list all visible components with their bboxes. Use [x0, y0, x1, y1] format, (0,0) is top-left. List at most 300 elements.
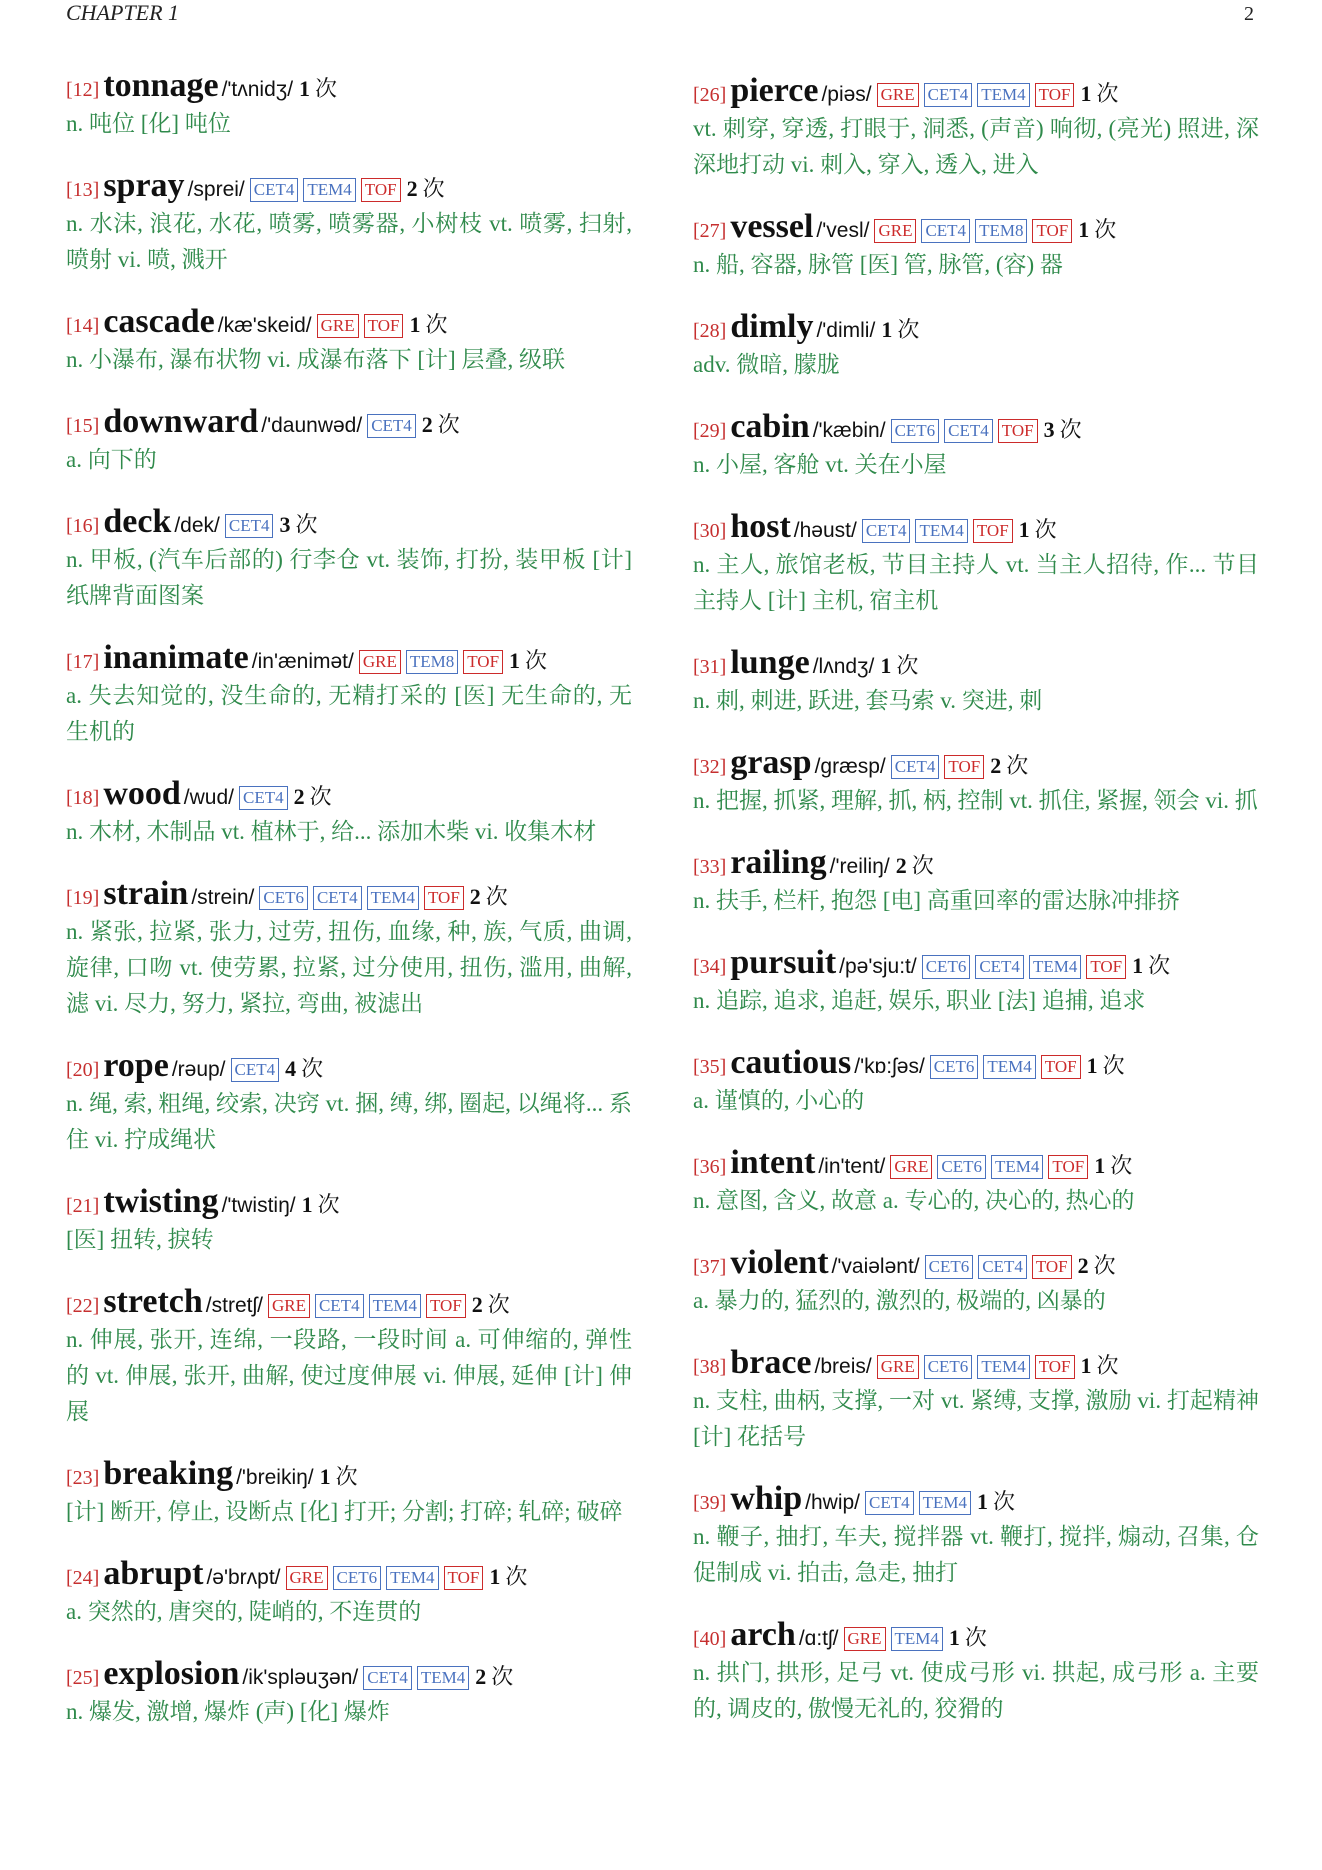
phonetic: /græsp/ — [814, 755, 886, 778]
headword: arch — [730, 1616, 796, 1653]
entry-number: [30] — [693, 520, 727, 542]
entry-number: [19] — [66, 887, 100, 909]
count-unit: 次 — [317, 1192, 340, 1217]
occurrence-count: 2 — [990, 753, 1002, 778]
tag-badge-cet4: CET4 — [944, 419, 993, 443]
vocab-entry — [693, 943, 1259, 1019]
phonetic: /pə'sju:t/ — [839, 955, 917, 978]
occurrence-count: 1 — [977, 1489, 989, 1514]
headword: grasp — [730, 744, 812, 781]
entry-headline — [66, 1182, 632, 1222]
entry-headline — [693, 1243, 1259, 1283]
entry-number: [31] — [693, 656, 727, 678]
tag-badge-tof: TOF — [1041, 1055, 1081, 1079]
vocab-entry — [66, 774, 632, 850]
count-unit: 次 — [1110, 1153, 1133, 1178]
definition: n. 支柱, 曲柄, 支撑, 一对 vt. 紧缚, 支撑, 激励 vi. 打起精神 [计] 花括号 — [693, 1388, 1259, 1449]
headword: strain — [103, 875, 189, 912]
definition: n. 主人, 旅馆老板, 节目主持人 vt. 当主人招待, 作... 节目主持人 [计] 主机, 宿主机 — [693, 552, 1259, 613]
entry-number: [14] — [66, 315, 100, 337]
entry-headline — [693, 407, 1259, 447]
tag-badge-cet6: CET6 — [333, 1566, 382, 1590]
entry-number: [18] — [66, 787, 100, 809]
occurrence-count: 1 — [1018, 517, 1030, 542]
phonetic: /lʌndʒ/ — [812, 655, 875, 678]
entry-headline — [66, 874, 632, 914]
entry-headline — [693, 643, 1259, 683]
phonetic: /sprei/ — [187, 178, 245, 201]
tag-badge-gre: GRE — [877, 1355, 919, 1379]
entry-headline — [66, 1282, 632, 1322]
entry-headline — [66, 1046, 632, 1086]
headword: downward — [103, 403, 259, 440]
occurrence-count: 1 — [301, 1192, 313, 1217]
definition: n. 船, 容器, 脉管 [医] 管, 脉管, (容) 器 — [693, 252, 1063, 277]
entry-number: [35] — [693, 1056, 727, 1078]
tag-badge-tem4: TEM4 — [1029, 955, 1081, 979]
headword: spray — [103, 167, 185, 204]
vocab-entry — [66, 402, 632, 478]
vocab-entry — [66, 638, 632, 750]
entry-number: [26] — [693, 84, 727, 106]
definition: n. 爆发, 激增, 爆炸 (声) [化] 爆炸 — [66, 1699, 390, 1724]
vocab-entry — [693, 1243, 1259, 1319]
tag-badge-tof: TOF — [463, 650, 503, 674]
entry-number: [16] — [66, 515, 100, 537]
count-unit: 次 — [437, 412, 460, 437]
vocab-entry — [693, 843, 1259, 919]
definition: n. 吨位 [化] 吨位 — [66, 111, 231, 136]
occurrence-count: 1 — [489, 1564, 501, 1589]
occurrence-count: 1 — [881, 317, 893, 342]
definition: n. 追踪, 追求, 追赶, 娱乐, 职业 [法] 追捕, 追求 — [693, 988, 1146, 1013]
entry-number: [20] — [66, 1059, 100, 1081]
headword: wood — [103, 775, 181, 812]
definition: n. 小瀑布, 瀑布状物 vi. 成瀑布落下 [计] 层叠, 级联 — [66, 347, 565, 372]
entry-headline — [693, 307, 1259, 347]
entry-number: [25] — [66, 1667, 100, 1689]
occurrence-count: 1 — [1080, 81, 1092, 106]
count-unit: 次 — [315, 76, 338, 101]
tag-badge-tof: TOF — [998, 419, 1038, 443]
count-unit: 次 — [525, 648, 548, 673]
occurrence-count: 1 — [299, 76, 311, 101]
entry-number: [36] — [693, 1156, 727, 1178]
occurrence-count: 1 — [1078, 217, 1090, 242]
tag-badge-cet4: CET4 — [921, 219, 970, 243]
count-unit: 次 — [485, 884, 508, 909]
page-number: 2 — [1244, 3, 1254, 25]
headword: rope — [103, 1047, 169, 1084]
phonetic: /rəup/ — [171, 1058, 226, 1081]
tag-badge-tof: TOF — [1086, 955, 1126, 979]
entry-headline — [693, 71, 1259, 111]
entry-number: [34] — [693, 956, 727, 978]
occurrence-count: 1 — [880, 653, 892, 678]
tag-badge-tem4: TEM4 — [367, 886, 419, 910]
count-unit: 次 — [301, 1056, 324, 1081]
headword: twisting — [103, 1183, 219, 1220]
vocab-entry — [66, 166, 632, 278]
occurrence-count: 2 — [406, 176, 418, 201]
entry-number: [21] — [66, 1195, 100, 1217]
definition: a. 向下的 — [66, 447, 157, 472]
tag-badge-tof: TOF — [361, 178, 401, 202]
headword: lunge — [730, 644, 810, 681]
definition: adv. 微暗, 朦胧 — [693, 352, 840, 377]
entry-headline — [693, 1615, 1259, 1655]
occurrence-count: 4 — [285, 1056, 297, 1081]
vocab-entry — [693, 1043, 1259, 1119]
headword: brace — [730, 1344, 812, 1381]
count-unit: 次 — [993, 1489, 1016, 1514]
phonetic: /stretʃ/ — [205, 1294, 263, 1317]
entry-headline — [693, 1343, 1259, 1383]
entry-number: [22] — [66, 1295, 100, 1317]
entry-headline — [693, 507, 1259, 547]
entry-number: [17] — [66, 651, 100, 673]
phonetic: /dek/ — [174, 514, 220, 537]
phonetic: /strein/ — [191, 886, 255, 909]
phonetic: /kæ'skeid/ — [217, 314, 312, 337]
definition: a. 突然的, 唐突的, 陡峭的, 不连贯的 — [66, 1599, 422, 1624]
tag-badge-tem4: TEM4 — [991, 1155, 1043, 1179]
vocab-entry — [66, 874, 632, 1022]
count-unit: 次 — [422, 176, 445, 201]
occurrence-count: 3 — [1043, 417, 1055, 442]
occurrence-count: 1 — [319, 1464, 331, 1489]
definition: n. 扶手, 栏杆, 抱怨 [电] 高重回率的雷达脉冲排挤 — [693, 888, 1180, 913]
phonetic: /'tʌnidʒ/ — [221, 78, 294, 101]
phonetic: /'dimli/ — [816, 319, 876, 342]
entry-number: [13] — [66, 179, 100, 201]
phonetic: /ɑ:tʃ/ — [798, 1627, 839, 1650]
occurrence-count: 1 — [409, 312, 421, 337]
entry-headline — [693, 843, 1259, 883]
entry-headline — [693, 1479, 1259, 1519]
occurrence-count: 3 — [279, 512, 291, 537]
tag-badge-tem4: TEM4 — [915, 519, 967, 543]
count-unit: 次 — [1096, 1353, 1119, 1378]
tag-badge-cet6: CET6 — [924, 1355, 973, 1379]
tag-badge-cet4: CET4 — [978, 1255, 1027, 1279]
headword: intent — [730, 1144, 816, 1181]
tag-badge-tem4: TEM4 — [983, 1055, 1035, 1079]
occurrence-count: 2 — [471, 1292, 483, 1317]
occurrence-count: 1 — [1132, 953, 1144, 978]
tag-badge-tem4: TEM4 — [303, 178, 355, 202]
chapter-label: CHAPTER 1 — [66, 0, 180, 25]
phonetic: /hwip/ — [805, 1491, 861, 1514]
phonetic: /ik'spləuʒən/ — [242, 1666, 359, 1689]
right-column — [693, 71, 1259, 1751]
phonetic: /'daunwəd/ — [261, 414, 363, 437]
definition: n. 意图, 含义, 故意 a. 专心的, 决心的, 热心的 — [693, 1188, 1135, 1213]
tag-badge-tem4: TEM4 — [891, 1627, 943, 1651]
phonetic: /'kɒ:ʃəs/ — [854, 1055, 925, 1078]
count-unit: 次 — [1059, 417, 1082, 442]
occurrence-count: 1 — [1086, 1053, 1098, 1078]
phonetic: /in'ænimət/ — [251, 650, 354, 673]
headword: violent — [730, 1244, 829, 1281]
entry-number: [29] — [693, 420, 727, 442]
phonetic: /piəs/ — [821, 83, 872, 106]
tag-badge-gre: GRE — [317, 314, 359, 338]
left-column — [66, 66, 632, 1754]
vocab-entry — [66, 1282, 632, 1430]
tag-badge-gre: GRE — [844, 1627, 886, 1651]
tag-badge-gre: GRE — [877, 83, 919, 107]
entry-number: [33] — [693, 856, 727, 878]
entry-headline — [66, 638, 632, 678]
definition: n. 拱门, 拱形, 足弓 vt. 使成弓形 vi. 拱起, 成弓形 a. 主要的, 调皮的, 傲慢无礼的, 狡猾的 — [693, 1660, 1259, 1721]
headword: tonnage — [103, 67, 219, 104]
phonetic: /in'tent/ — [818, 1155, 886, 1178]
headword: inanimate — [103, 639, 249, 676]
count-unit: 次 — [1096, 81, 1119, 106]
tag-badge-tem4: TEM4 — [977, 1355, 1029, 1379]
entry-headline — [66, 66, 632, 106]
vocab-entry — [693, 71, 1259, 183]
vocab-entry — [693, 743, 1259, 819]
count-unit: 次 — [1148, 953, 1171, 978]
occurrence-count: 1 — [948, 1625, 960, 1650]
entry-number: [38] — [693, 1356, 727, 1378]
definition: [医] 扭转, 捩转 — [66, 1227, 214, 1252]
vocab-entry — [693, 643, 1259, 719]
entry-headline — [66, 1654, 632, 1694]
count-unit: 次 — [964, 1625, 987, 1650]
entry-number: [32] — [693, 756, 727, 778]
tag-badge-tem4: TEM4 — [417, 1666, 469, 1690]
vocab-entry — [66, 1454, 632, 1530]
vocab-entry — [66, 1654, 632, 1730]
count-unit: 次 — [896, 653, 919, 678]
entry-headline — [693, 207, 1259, 247]
tag-badge-cet6: CET6 — [925, 1255, 974, 1279]
definition: a. 谨慎的, 小心的 — [693, 1088, 865, 1113]
occurrence-count: 2 — [293, 784, 305, 809]
entry-headline — [693, 743, 1259, 783]
headword: vessel — [730, 208, 814, 245]
entry-number: [39] — [693, 1492, 727, 1514]
tag-badge-gre: GRE — [890, 1155, 932, 1179]
headword: deck — [103, 503, 172, 540]
tag-badge-cet4: CET4 — [250, 178, 299, 202]
definition: n. 刺, 刺进, 跃进, 套马索 v. 突进, 刺 — [693, 688, 1043, 713]
entry-number: [15] — [66, 415, 100, 437]
tag-badge-cet4: CET4 — [231, 1058, 280, 1082]
vocab-entry — [693, 1615, 1259, 1727]
tag-badge-tof: TOF — [944, 755, 984, 779]
vocab-entry — [693, 1343, 1259, 1455]
tag-badge-cet4: CET4 — [367, 414, 416, 438]
tag-badge-tof: TOF — [426, 1294, 466, 1318]
entry-headline — [66, 774, 632, 814]
occurrence-count: 1 — [1080, 1353, 1092, 1378]
entry-number: [12] — [66, 79, 100, 101]
phonetic: /breis/ — [814, 1355, 872, 1378]
occurrence-count: 1 — [509, 648, 521, 673]
vocab-entry — [66, 66, 632, 142]
entry-headline — [66, 402, 632, 442]
tag-badge-gre: GRE — [268, 1294, 310, 1318]
occurrence-count: 1 — [1094, 1153, 1106, 1178]
phonetic: /ə'brʌpt/ — [206, 1566, 281, 1589]
definition: n. 木材, 木制品 vt. 植林于, 给... 添加木柴 vi. 收集木材 — [66, 819, 597, 844]
entry-number: [28] — [693, 320, 727, 342]
tag-badge-tem4: TEM4 — [369, 1294, 421, 1318]
entry-number: [23] — [66, 1467, 100, 1489]
tag-badge-tof: TOF — [1035, 83, 1075, 107]
tag-badge-cet4: CET4 — [239, 786, 288, 810]
headword: pursuit — [730, 944, 837, 981]
tag-badge-tem4: TEM4 — [386, 1566, 438, 1590]
entry-headline — [693, 1143, 1259, 1183]
entry-headline — [693, 943, 1259, 983]
entry-headline — [66, 1454, 632, 1494]
occurrence-count: 2 — [475, 1664, 487, 1689]
tag-badge-tem4: TEM4 — [977, 83, 1029, 107]
count-unit: 次 — [491, 1664, 514, 1689]
count-unit: 次 — [1094, 217, 1117, 242]
tag-badge-cet4: CET4 — [315, 1294, 364, 1318]
count-unit: 次 — [1102, 1053, 1125, 1078]
phonetic: /'breikiŋ/ — [236, 1466, 314, 1489]
tag-badge-cet4: CET4 — [225, 514, 274, 538]
tag-badge-tof: TOF — [1032, 219, 1072, 243]
count-unit: 次 — [1006, 753, 1029, 778]
phonetic: /'kæbin/ — [812, 419, 886, 442]
tag-badge-cet6: CET6 — [891, 419, 940, 443]
headword: pierce — [730, 72, 819, 109]
phonetic: /'vesl/ — [816, 219, 870, 242]
definition: a. 暴力的, 猛烈的, 激烈的, 极端的, 凶暴的 — [693, 1288, 1106, 1313]
tag-badge-gre: GRE — [874, 219, 916, 243]
tag-badge-cet4: CET4 — [363, 1666, 412, 1690]
vocab-entry — [693, 507, 1259, 619]
tag-badge-tem4: TEM4 — [919, 1491, 971, 1515]
tag-badge-tof: TOF — [424, 886, 464, 910]
definition: n. 小屋, 客舱 vt. 关在小屋 — [693, 452, 947, 477]
headword: cabin — [730, 408, 810, 445]
entry-number: [24] — [66, 1567, 100, 1589]
definition: n. 水沫, 浪花, 水花, 喷雾, 喷雾器, 小树枝 vt. 喷雾, 扫射, 喷射 vi. 喷, 溅开 — [66, 211, 632, 272]
tag-badge-tem8: TEM8 — [406, 650, 458, 674]
tag-badge-cet6: CET6 — [930, 1055, 979, 1079]
count-unit: 次 — [295, 512, 318, 537]
count-unit: 次 — [505, 1564, 528, 1589]
definition: n. 紧张, 拉紧, 张力, 过劳, 扭伤, 血缘, 种, 族, 气质, 曲调, 旋律, 口吻 vt. 使劳累, 拉紧, 过分使用, 扭伤, 滥用, 曲解, 滤 vi. 尽力, 努力, 紧拉, 弯曲, 被滤出 — [66, 919, 632, 1016]
vocab-entry — [66, 302, 632, 378]
tag-badge-cet6: CET6 — [937, 1155, 986, 1179]
entry-number: [37] — [693, 1256, 727, 1278]
vocab-entry — [66, 1554, 632, 1630]
tag-badge-cet4: CET4 — [313, 886, 362, 910]
tag-badge-tem8: TEM8 — [975, 219, 1027, 243]
tag-badge-cet4: CET4 — [862, 519, 911, 543]
definition: n. 鞭子, 抽打, 车夫, 搅拌器 vt. 鞭打, 搅拌, 煽动, 召集, 仓促制成 vi. 拍击, 急走, 抽打 — [693, 1524, 1259, 1585]
phonetic: /'vaiələnt/ — [831, 1255, 920, 1278]
vocab-entry — [693, 1479, 1259, 1591]
count-unit: 次 — [309, 784, 332, 809]
entry-headline — [66, 1554, 632, 1594]
definition: a. 失去知觉的, 没生命的, 无精打采的 [医] 无生命的, 无生机的 — [66, 683, 632, 744]
entry-number: [40] — [693, 1628, 727, 1650]
tag-badge-gre: GRE — [359, 650, 401, 674]
headword: cautious — [730, 1044, 852, 1081]
entry-headline — [66, 166, 632, 206]
tag-badge-tof: TOF — [973, 519, 1013, 543]
definition: n. 绳, 索, 粗绳, 绞索, 决窍 vt. 捆, 缚, 绑, 圈起, 以绳将... 系住 vi. 拧成绳状 — [66, 1091, 632, 1152]
count-unit: 次 — [335, 1464, 358, 1489]
vocab-entry — [693, 1143, 1259, 1219]
phonetic: /wud/ — [183, 786, 234, 809]
tag-badge-cet4: CET4 — [924, 83, 973, 107]
tag-badge-cet4: CET4 — [975, 955, 1024, 979]
count-unit: 次 — [1093, 1253, 1116, 1278]
vocab-entry — [693, 307, 1259, 383]
headword: railing — [730, 844, 827, 881]
occurrence-count: 2 — [1077, 1253, 1089, 1278]
definition: vt. 刺穿, 穿透, 打眼于, 洞悉, (声音) 响彻, (亮光) 照进, 深深地打动 vi. 刺入, 穿入, 透入, 进入 — [693, 116, 1259, 177]
headword: stretch — [103, 1283, 203, 1320]
occurrence-count: 2 — [421, 412, 433, 437]
count-unit: 次 — [1034, 517, 1057, 542]
vocab-entry — [66, 1182, 632, 1258]
occurrence-count: 2 — [469, 884, 481, 909]
definition: n. 把握, 抓紧, 理解, 抓, 柄, 控制 vt. 抓住, 紧握, 领会 vi. 抓 — [693, 788, 1258, 813]
count-unit: 次 — [911, 853, 934, 878]
count-unit: 次 — [425, 312, 448, 337]
vocab-entry — [693, 207, 1259, 283]
headword: explosion — [103, 1655, 240, 1692]
definition: [计] 断开, 停止, 设断点 [化] 打开; 分割; 打碎; 轧碎; 破碎 — [66, 1499, 623, 1524]
count-unit: 次 — [487, 1292, 510, 1317]
entry-headline — [66, 502, 632, 542]
headword: breaking — [103, 1455, 234, 1492]
headword: abrupt — [103, 1555, 204, 1592]
headword: cascade — [103, 303, 215, 340]
headword: whip — [730, 1480, 803, 1517]
headword: host — [730, 508, 791, 545]
phonetic: /'twistiŋ/ — [221, 1194, 296, 1217]
tag-badge-cet6: CET6 — [922, 955, 971, 979]
tag-badge-tof: TOF — [1048, 1155, 1088, 1179]
tag-badge-tof: TOF — [364, 314, 404, 338]
tag-badge-tof: TOF — [1032, 1255, 1072, 1279]
tag-badge-gre: GRE — [286, 1566, 328, 1590]
tag-badge-tof: TOF — [1035, 1355, 1075, 1379]
phonetic: /həust/ — [793, 519, 857, 542]
tag-badge-cet4: CET4 — [891, 755, 940, 779]
vocab-entry — [66, 502, 632, 614]
entry-number: [27] — [693, 220, 727, 242]
vocab-entry — [66, 1046, 632, 1158]
tag-badge-cet4: CET4 — [865, 1491, 914, 1515]
definition: n. 甲板, (汽车后部的) 行李仓 vt. 装饰, 打扮, 装甲板 [计] 纸牌背面图案 — [66, 547, 632, 608]
vocab-entry — [693, 407, 1259, 483]
headword: dimly — [730, 308, 814, 345]
count-unit: 次 — [897, 317, 920, 342]
tag-badge-tof: TOF — [444, 1566, 484, 1590]
occurrence-count: 2 — [895, 853, 907, 878]
entry-headline — [693, 1043, 1259, 1083]
definition: n. 伸展, 张开, 连绵, 一段路, 一段时间 a. 可伸缩的, 弹性的 vt. 伸展, 张开, 曲解, 使过度伸展 vi. 伸展, 延伸 [计] 伸展 — [66, 1327, 632, 1424]
entry-headline — [66, 302, 632, 342]
tag-badge-cet6: CET6 — [259, 886, 308, 910]
phonetic: /'reiliŋ/ — [829, 855, 890, 878]
